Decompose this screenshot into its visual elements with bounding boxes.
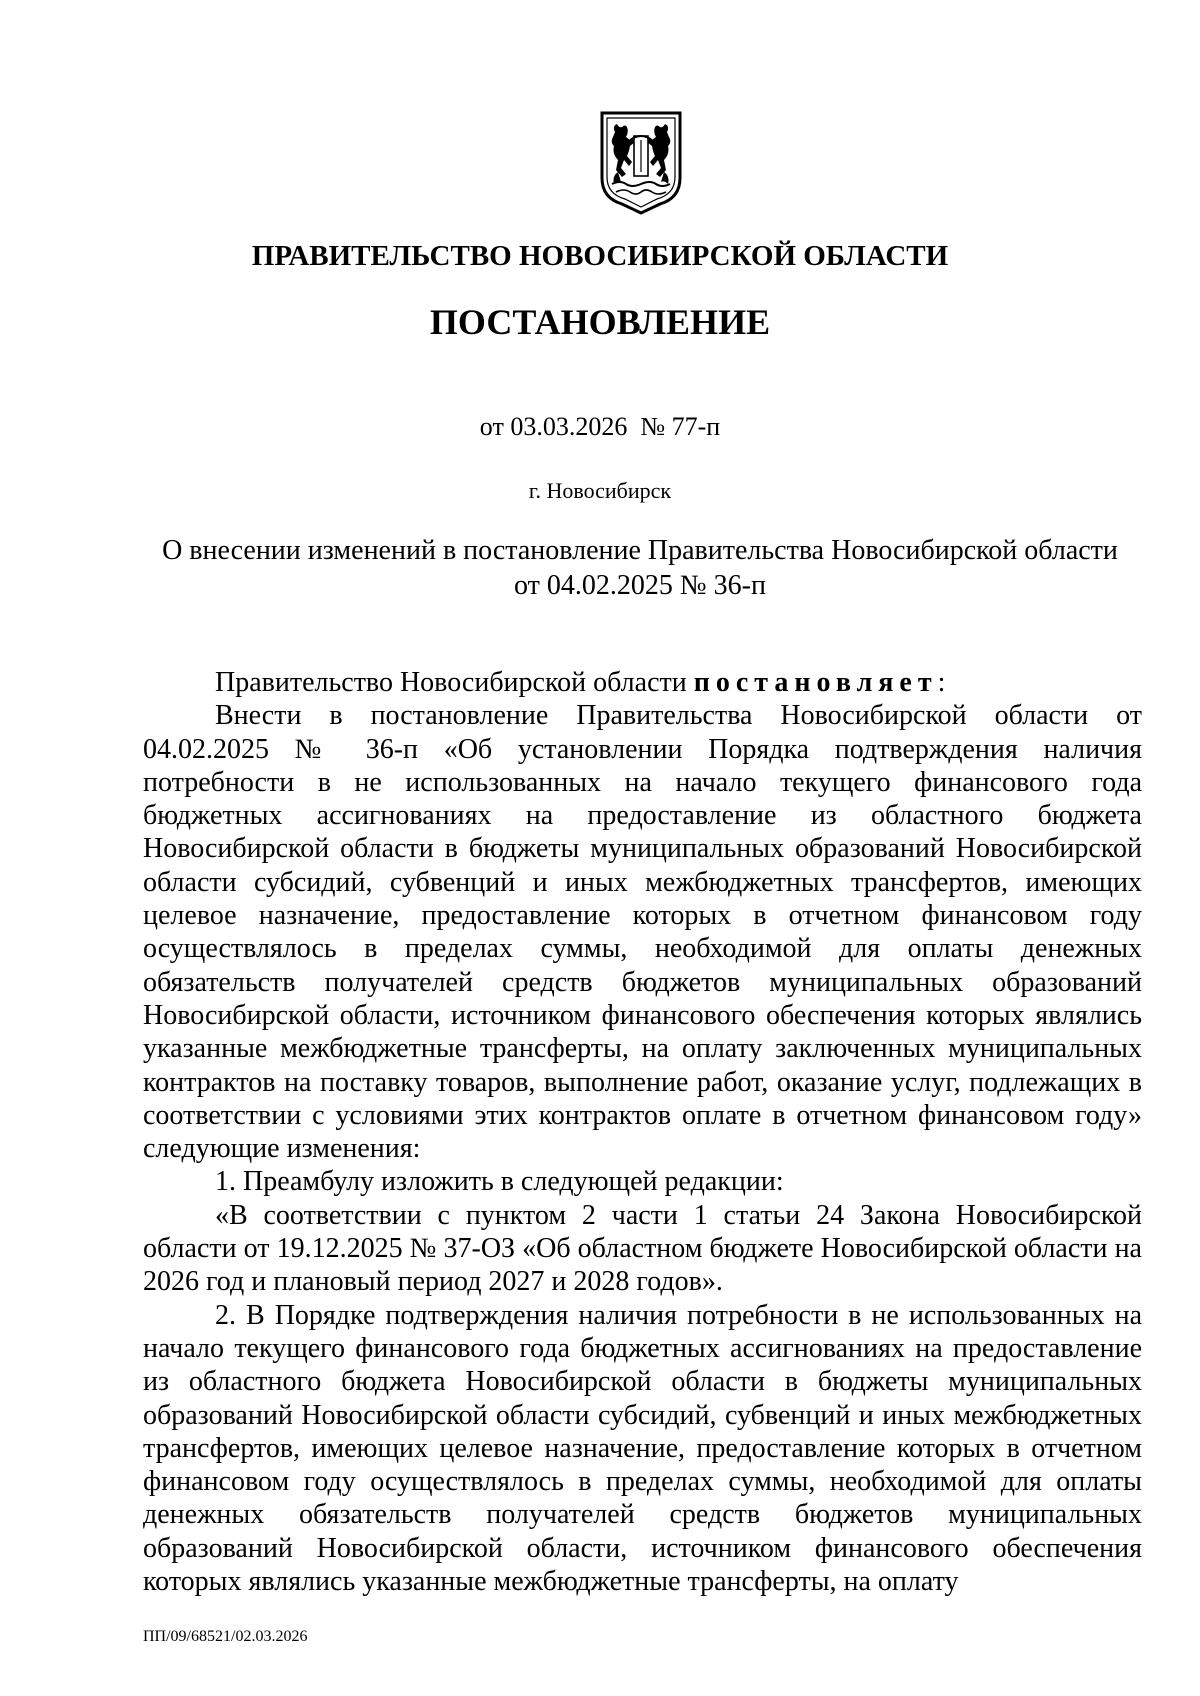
item-1-quote: «В соответствии с пунктом 2 части 1 статьи 24 Закона Новосибирской области от 19.12.2025 № 37-ОЗ «Об областном бюджете Новосибирской области на 2026 год и плановый период 2027 и 2028 годов».: [143, 1199, 1142, 1298]
organization-title: ПРАВИТЕЛЬСТВО НОВОСИБИРСКОЙ ОБЛАСТИ: [251, 240, 949, 272]
intro-colon: :: [937, 667, 946, 698]
document-type-heading: ПОСТАНОВЛЕНИЕ: [429, 302, 771, 342]
novosibirsk-coat-of-arms-icon: [596, 110, 686, 217]
resolution-intro: [143, 666, 1142, 699]
intro-text: Правительство Новосибирской области: [215, 667, 694, 698]
item-2: 2. В Порядке подтверждения наличия потребности в не использованных на начало текущего финансового года бюджетных ассигнованиях на предоставление из областного бюджета Новосибирской области в бюджеты муниципальных образований Новосибирской области субсидий, субвенций и иных межбюджетных трансфертов, имеющих целевое назначение, предоставление которых в отчетном финансовом году осуществлялось в пределах суммы, необходимой для оплаты денежных обязательств получателей средств бюджетов муниципальных образований Новосибирской области, источником финансового обеспечения которых являлись указанные межбюджетные трансферты, на оплату: [143, 1299, 1142, 1598]
document-subject: [150, 533, 1130, 603]
document-body: [143, 666, 1142, 1598]
document-code: ПП/09/68521/02.03.2026: [143, 1628, 308, 1645]
resolves-keyword: постановляет: [693, 667, 938, 698]
main-paragraph: Внести в постановление Правительства Новосибирской области от 04.02.2025 № 36-п «Об установлении Порядка подтверждения наличия потребности в не использованных на начало текущего финансового года бюджетных ассигнованиях на предоставление из областного бюджета Новосибирской области в бюджеты муниципальных образований Новосибирской области субсидий, субвенций и иных межбюджетных трансфертов, имеющих целевое назначение, предоставление которых в отчетном финансовом году осуществлялось в пределах суммы, необходимой для оплаты денежных обязательств получателей средств бюджетов муниципальных образований Новосибирской области, источником финансового обеспечения которых являлись указанные межбюджетные трансферты, на оплату заключенных муниципальных контрактов на поставку товаров, выполнение работ, оказание услуг, подлежащих в соответствии с условиями этих контрактов оплате в отчетном финансовом году» следующие изменения:: [143, 700, 1142, 1165]
subject-line-1: О внесении изменений в постановление Правительства Новосибирской области: [162, 535, 1118, 566]
item-1: 1. Преамбулу изложить в следующей редакции:: [215, 1166, 784, 1198]
subject-line-2: от 04.02.2025 № 36-п: [514, 570, 766, 601]
document-city: г. Новосибирск: [528, 478, 672, 503]
document-date-number: от 03.03.2026 № 77-п: [479, 412, 721, 441]
